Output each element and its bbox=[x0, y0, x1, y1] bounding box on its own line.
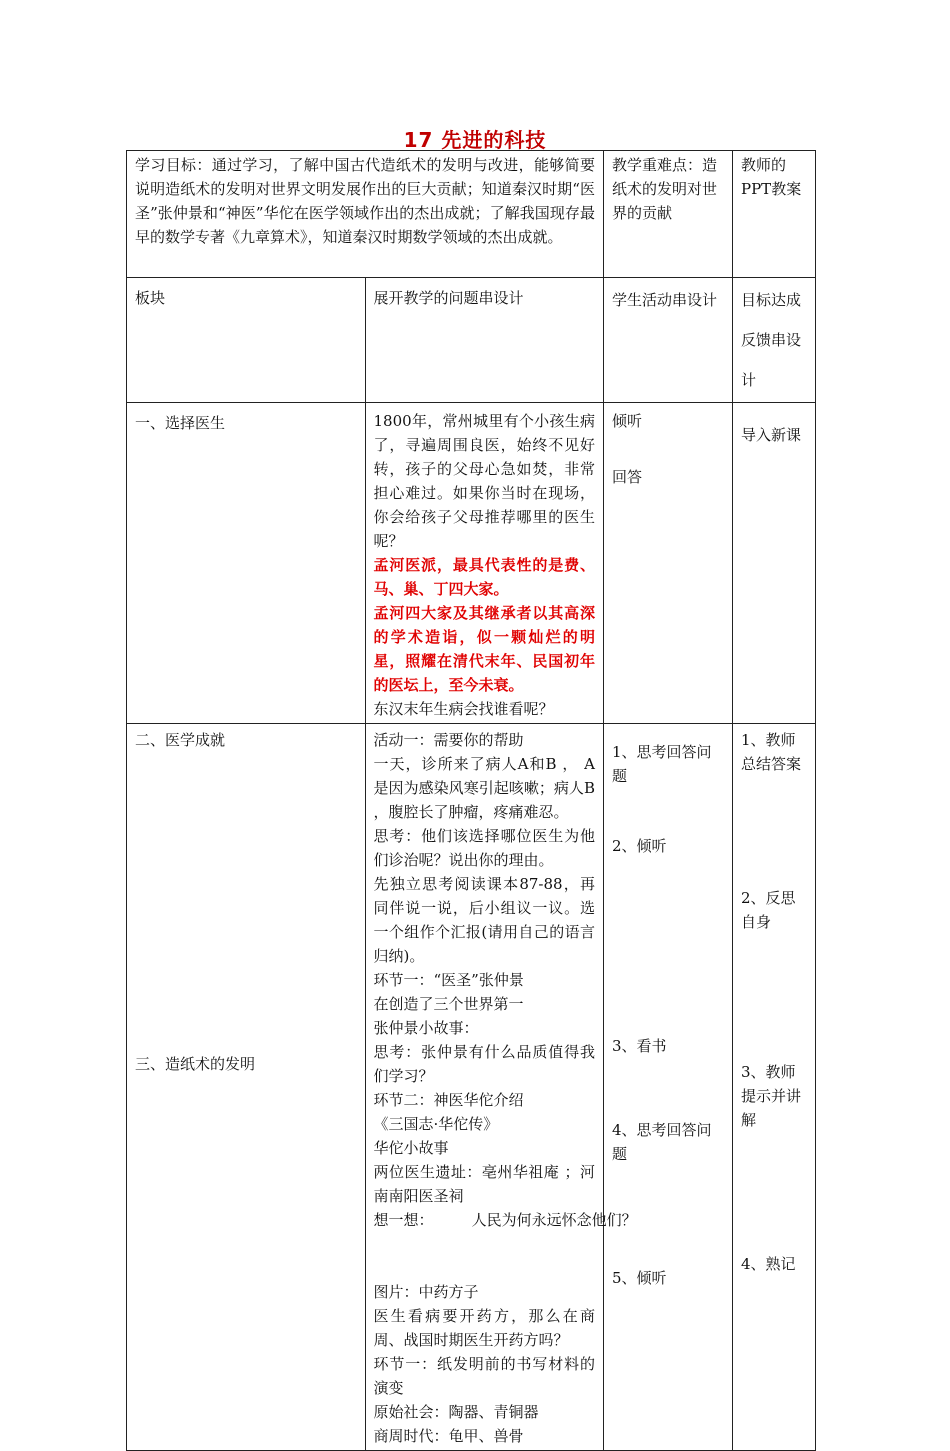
section2-labels bbox=[127, 724, 366, 1451]
s2-line-15: 图片：中药方子 bbox=[373, 1283, 479, 1301]
s2-line-7: 张仲景小故事： bbox=[373, 1019, 479, 1037]
s2-line-10: 《三国志·华佗传》 bbox=[373, 1115, 499, 1133]
page-title: 17 先进的科技 bbox=[403, 128, 547, 152]
resources-cell: 教师的PPT教案 bbox=[733, 151, 816, 278]
s2-line-9: 环节二：神医华佗介绍 bbox=[373, 1091, 524, 1109]
column-header-row bbox=[127, 278, 816, 403]
section1-red-1: 孟河医派，最具代表性的是费、马、巢、丁四大家。 bbox=[373, 556, 595, 598]
student-listen: 倾听 bbox=[612, 412, 643, 430]
section1-red-2: 孟河四大家及其继承者以其高深的学术造诣，似一颗灿烂的明星，照耀在清代末年、民国初年的医坛上，至今未衰。 bbox=[373, 604, 595, 694]
s2-line-18: 原始社会：陶器、青铜器 bbox=[373, 1403, 539, 1421]
s2-line-11: 华佗小故事 bbox=[373, 1139, 449, 1157]
s2-line-19: 商周时代：龟甲、兽骨 bbox=[373, 1427, 524, 1445]
section1-content bbox=[365, 403, 604, 724]
section3-label: 三、造纸术的发明 bbox=[135, 1055, 256, 1073]
feedback-step-3: 3、教师提示并讲解 bbox=[741, 1063, 802, 1129]
s2-line-13: 想一想： 人民为何永远怀念他们？ bbox=[373, 1211, 637, 1229]
section1-question: 东汉末年生病会找谁看呢？ bbox=[373, 700, 554, 718]
s2-line-3: 思考：他们该选择哪位医生为他们诊治呢？说出你的理由。 bbox=[373, 827, 595, 869]
student-step-5: 5、倾听 bbox=[612, 1269, 667, 1287]
section2-content bbox=[365, 724, 637, 1451]
col-student: 学生活动串设计 bbox=[604, 278, 733, 403]
student-step-3: 3、看书 bbox=[612, 1037, 667, 1055]
student-step-4: 4、思考回答问题 bbox=[612, 1121, 712, 1163]
section1-student bbox=[604, 403, 733, 724]
section1-row bbox=[127, 403, 816, 724]
header-row bbox=[127, 151, 816, 278]
feedback-step-2: 2、反思自身 bbox=[741, 889, 796, 931]
s2-line-5: 环节一：“医圣”张仲景 bbox=[373, 971, 524, 989]
s2-line-8: 思考：张仲景有什么品质值得我们学习？ bbox=[373, 1043, 595, 1085]
s2-line-16: 医生看病要开药方，那么在商周、战国时期医生开药方吗？ bbox=[373, 1307, 595, 1349]
col-block: 板块 bbox=[127, 278, 366, 403]
student-answer: 回答 bbox=[612, 468, 643, 486]
section1-feedback: 导入新课 bbox=[733, 403, 816, 724]
section2-student bbox=[604, 724, 733, 1451]
student-step-2: 2、倾听 bbox=[612, 837, 667, 855]
student-step-1: 1、思考回答问题 bbox=[612, 743, 712, 785]
feedback-step-1: 1、教师总结答案 bbox=[741, 731, 802, 773]
col-design: 展开教学的问题串设计 bbox=[365, 278, 604, 403]
s2-line-gap bbox=[374, 1232, 596, 1280]
s2-line-17: 环节一：纸发明前的书写材料的演变 bbox=[373, 1355, 595, 1397]
s2-line-1: 活动一：需要你的帮助 bbox=[373, 731, 524, 749]
section1-story: 1800年，常州城里有个小孩生病了，寻遍周围良医，始终不见好转，孩子的父母心急如焚，非常担心难过。如果你当时在现场，你会给孩子父母推荐哪里的医生呢？ bbox=[373, 412, 595, 550]
feedback-step-4: 4、熟记 bbox=[741, 1255, 796, 1273]
section2-feedback bbox=[733, 724, 816, 1451]
objectives-cell: 学习目标：通过学习，了解中国古代造纸术的发明与改进，能够简要说明造纸术的发明对世界文明发展作出的巨大贡献；知道秦汉时期“医圣”张仲景和“神医”华佗在医学领域作出的杰出成就；了解我国现存最早的数学专著《九章算术》，知道秦汉时期数学领域的杰出成就。 bbox=[127, 151, 604, 278]
s2-line-12: 两位医生遗址：亳州华祖庵 ；河南南阳医圣祠 bbox=[373, 1163, 595, 1205]
col-feedback: 目标达成反馈串设计 bbox=[733, 278, 816, 403]
section2-row bbox=[127, 724, 816, 1451]
key-points-cell: 教学重难点：造纸术的发明对世界的贡献 bbox=[604, 151, 733, 278]
s2-line-6: 在创造了三个世界第一 bbox=[373, 995, 524, 1013]
section1-label: 一、选择医生 bbox=[127, 403, 366, 724]
s2-line-4: 先独立思考阅读课本87-88，再同伴说一说，后小组议一议。选一个组作个汇报(请用自己的语言归纳)。 bbox=[373, 875, 595, 965]
section2-label: 二、医学成就 bbox=[135, 731, 226, 749]
lesson-plan-table bbox=[126, 150, 816, 1451]
s2-line-2: 一天，诊所来了病人A和B ， A是因为感染风寒引起咳嗽；病人B ，腹腔长了肿瘤，疼痛难忍。 bbox=[373, 755, 595, 821]
